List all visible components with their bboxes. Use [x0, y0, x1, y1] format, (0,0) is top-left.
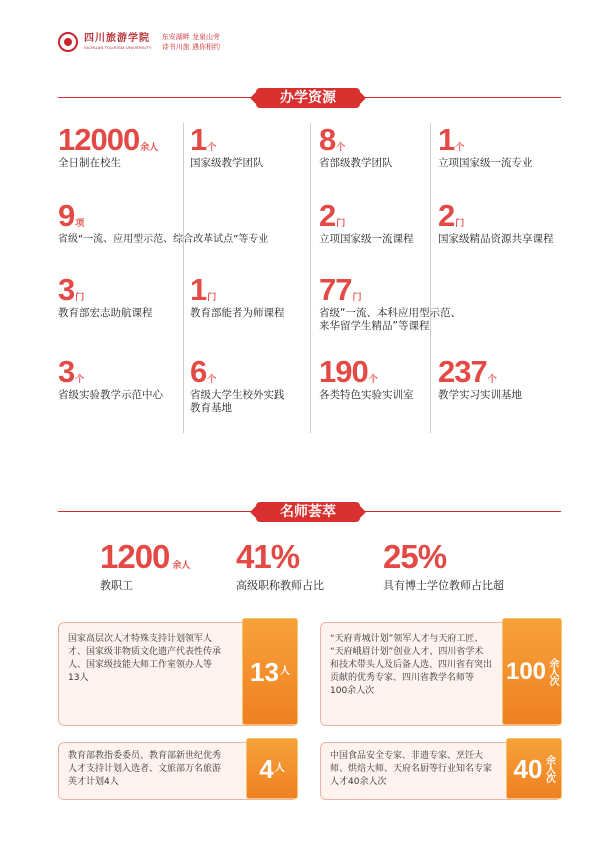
stat-unit: 门 [455, 219, 465, 229]
stat-national-quality-courses [438, 200, 554, 246]
talent-card [320, 622, 562, 726]
talent-card [58, 742, 298, 800]
stat-senior-title-ratio [236, 540, 324, 593]
stat-number: 12000 [58, 122, 140, 157]
stat-description: 立项国家级一流课程 [319, 233, 414, 245]
stat-number: 25% [383, 538, 447, 575]
stat-unit: 个 [368, 375, 378, 385]
stat-number: 9 [58, 198, 75, 233]
stat-description: 各类特色实验实训室 [319, 389, 414, 401]
stat-description-line-2: 教育基地 [190, 402, 232, 414]
card-text-line: 人才支持计划入选者、文旅部万名旅游 [68, 764, 222, 774]
stat-full-time-students [58, 124, 158, 170]
stat-description-line-2: 来华留学生精品”等课程 [319, 320, 430, 332]
card-text-line: 和技术带头人及后备人选、四川省有突出 [330, 660, 493, 670]
stat-description: 省级大学生校外实践 [190, 389, 285, 401]
stat-national-first-class-courses [319, 200, 414, 246]
card-text-line: 教育部教指委委员、教育部新世纪优秀 [68, 751, 222, 761]
stat-unit: 门 [207, 293, 217, 303]
stat-provincial-teaching-team [319, 124, 393, 170]
stat-number: 3 [58, 354, 75, 389]
badge-unit: 余人次 [547, 658, 559, 685]
stat-description: 国家级教学团队 [190, 157, 264, 169]
card-text-line: 国家高层次人才特殊支持计划领军人 [68, 634, 213, 644]
badge-unit: 人 [274, 763, 285, 774]
card-text-line: 师、烘焙大师、天府名厨等行业知名专家 [330, 764, 493, 774]
stat-practice-bases [190, 356, 285, 415]
stat-national-first-class-major [438, 124, 533, 170]
stat-staff [100, 540, 190, 593]
stat-training-rooms [319, 356, 414, 402]
resources-title-badge: 办学资源 [256, 88, 360, 108]
slogan-line-1: 东安湖畔 龙泉山旁 [161, 33, 220, 41]
stat-number: 2 [438, 198, 455, 233]
stat-number: 8 [319, 122, 336, 157]
stat-unit: 个 [207, 375, 217, 385]
badge-number: 13 [250, 656, 279, 687]
stat-provincial-courses [319, 274, 461, 333]
stat-description: 国家级精品资源共享课程 [438, 233, 554, 245]
stat-description: 省部级教学团队 [319, 157, 393, 169]
stat-unit: 项 [75, 219, 85, 229]
talent-card [58, 622, 298, 726]
card-text-line: 英才计划4人 [68, 777, 119, 787]
card-text [68, 633, 244, 685]
stat-number: 2 [319, 198, 336, 233]
resources-section-title [58, 88, 561, 108]
badge-number: 4 [259, 753, 274, 784]
stat-experiment-centers [58, 356, 163, 402]
badge-number: 40 [513, 753, 543, 784]
card-text-line: 100余人次 [330, 686, 375, 696]
stat-description: 省级实验教学示范中心 [58, 389, 163, 401]
stat-number: 1 [190, 122, 207, 157]
stat-unit: 个 [75, 375, 85, 385]
logo-english-name: SICHUAN TOURISM UNIVERSITY [84, 45, 152, 50]
card-text-line: 贡献的优秀专家、四川省教学名师等 [330, 673, 475, 683]
stat-hongzhi-courses [58, 274, 153, 320]
card-text-line: 才、国家级非物质文化遗产代表性传承 [68, 647, 222, 657]
slogan [162, 32, 220, 52]
stat-number: 1 [190, 272, 207, 307]
stat-description: 省级“一流、本科应用型示范、 [319, 307, 461, 319]
stat-internship-bases [438, 356, 522, 402]
stat-number: 237 [438, 354, 487, 389]
stat-number: 1200 [100, 538, 170, 575]
header [58, 30, 220, 54]
card-text-line: 中国食品安全专家、非遗专家、烹饪大 [330, 751, 484, 761]
card-text-line: 人才40余人次 [330, 777, 387, 787]
logo-chinese-name: 四川旅游学院 [84, 33, 150, 44]
card-text-line: “天府峨眉计划”创业人才、四川省学术 [330, 647, 484, 657]
stat-description: 具有博士学位教师占比超 [383, 579, 504, 592]
stat-unit: 余人 [140, 143, 159, 153]
stat-description: 立项国家级一流专业 [438, 157, 533, 169]
card-text-line: 人、国家级技能大师工作室领办人等 [68, 660, 213, 670]
count-badge [242, 618, 298, 725]
badge-unit: 人 [279, 666, 290, 677]
stat-unit: 余人 [172, 561, 191, 571]
stat-unit: 个 [487, 375, 497, 385]
stat-provincial-majors [58, 200, 268, 246]
stat-description: 高级职称教师占比 [236, 579, 324, 592]
slogan-line-2: 诗书川旅 遇你相约 [161, 43, 220, 51]
card-text-line: “天府青城计划”领军人才与天府工匠、 [330, 634, 484, 644]
stat-nengzhe-courses [190, 274, 285, 320]
stat-description: 教育部宏志助航课程 [58, 307, 153, 319]
teachers-section-title [58, 502, 561, 522]
badge-number: 100 [505, 657, 547, 685]
stat-number: 1 [438, 122, 455, 157]
stat-number: 6 [190, 354, 207, 389]
stat-unit: 个 [455, 143, 465, 153]
column-divider [183, 123, 184, 433]
stat-description: 教学实习实训基地 [438, 389, 522, 401]
stat-number: 77 [319, 272, 352, 307]
stat-national-teaching-team [190, 124, 264, 170]
stat-description: 教职工 [100, 579, 133, 592]
stat-unit: 门 [352, 293, 362, 303]
badge-unit: 余人次 [543, 755, 555, 782]
card-text [68, 750, 250, 789]
stat-unit: 门 [75, 293, 85, 303]
teachers-title-badge: 名师荟萃 [256, 502, 360, 522]
count-badge [246, 738, 298, 799]
stat-description: 全日制在校生 [58, 157, 121, 169]
stat-number: 41% [236, 538, 300, 575]
stat-unit: 门 [336, 219, 346, 229]
stat-number: 3 [58, 272, 75, 307]
stat-doctorate-ratio [383, 540, 504, 593]
count-badge [502, 618, 562, 725]
talent-card [320, 742, 562, 800]
stat-unit: 个 [207, 143, 217, 153]
column-divider [310, 123, 311, 433]
card-text-line: 13人 [68, 673, 89, 683]
stat-description: 省级“一流、应用型示范、综合改革试点”等专业 [58, 234, 269, 245]
university-seal-icon [58, 32, 78, 52]
stat-description: 教育部能者为师课程 [190, 307, 285, 319]
count-badge [506, 738, 562, 799]
card-text [330, 750, 512, 789]
stat-number: 190 [319, 354, 368, 389]
university-logo [84, 34, 152, 50]
card-text [330, 633, 506, 698]
stat-unit: 个 [336, 143, 346, 153]
